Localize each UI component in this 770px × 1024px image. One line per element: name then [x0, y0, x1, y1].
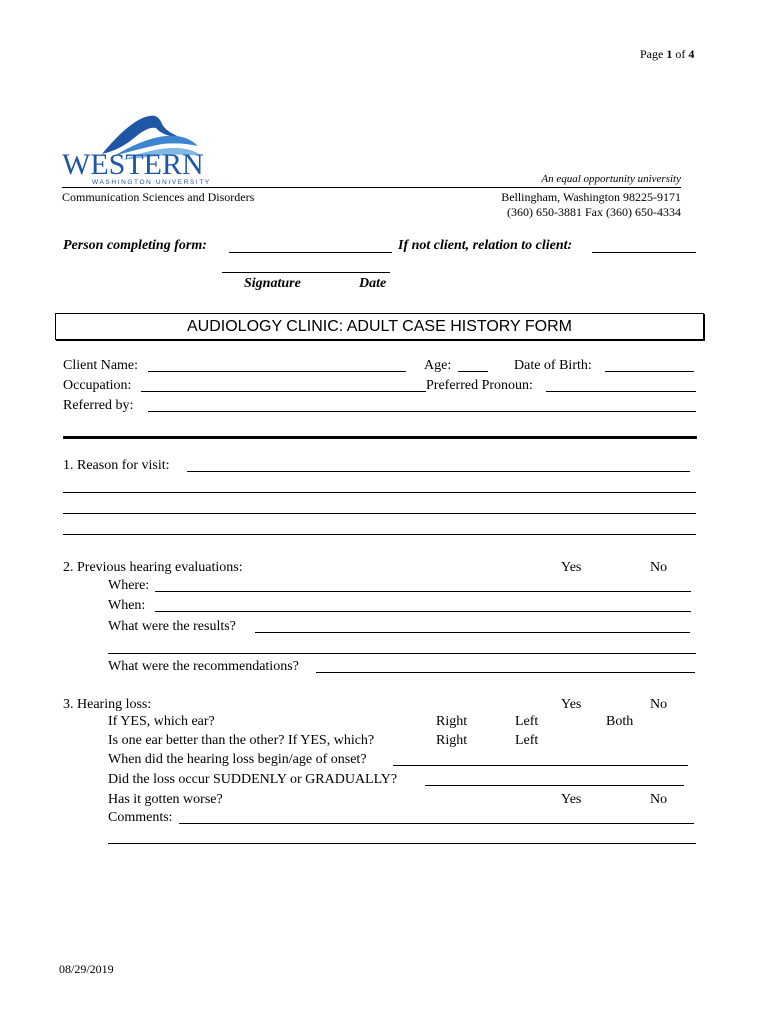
- equal-opportunity-tagline: An equal opportunity university: [541, 173, 681, 185]
- page-number: [640, 47, 694, 62]
- q2-label: 2. Previous hearing evaluations:: [63, 560, 243, 575]
- q3-worse-label: Has it gotten worse?: [108, 792, 223, 807]
- person-completing-field[interactable]: [229, 252, 392, 253]
- q3-onset-field[interactable]: [393, 765, 688, 766]
- dob-field[interactable]: [605, 371, 694, 372]
- q3-worse-no[interactable]: No: [650, 792, 668, 807]
- q2-results-line-2[interactable]: [108, 653, 696, 654]
- q2-recommendations-field[interactable]: [316, 672, 695, 673]
- form-title: AUDIOLOGY CLINIC: ADULT CASE HISTORY FORM: [187, 318, 572, 335]
- q3-comments-label: Comments:: [108, 810, 173, 825]
- q3-which-ear-left[interactable]: Left: [515, 714, 539, 729]
- referred-by-field[interactable]: [148, 411, 696, 412]
- q1-line-2[interactable]: [63, 492, 696, 493]
- q1-line-3[interactable]: [63, 513, 696, 514]
- logo-wordmark: WESTERN: [62, 148, 204, 181]
- relation-field[interactable]: [592, 252, 696, 253]
- q2-when-label: When:: [108, 598, 146, 613]
- occupation-field[interactable]: [141, 391, 426, 392]
- address-line-2: (360) 650-3881 Fax (360) 650-4334: [507, 205, 681, 219]
- q3-better-ear-left[interactable]: Left: [515, 733, 539, 748]
- q3-which-ear-label: If YES, which ear?: [108, 714, 215, 729]
- q3-yes-option[interactable]: Yes: [561, 697, 582, 712]
- q3-no-option[interactable]: No: [650, 697, 668, 712]
- department-name: Communication Sciences and Disorders: [62, 190, 255, 204]
- q3-which-ear-right[interactable]: Right: [436, 714, 468, 729]
- q3-better-ear-right[interactable]: Right: [436, 733, 468, 748]
- university-logo: [62, 112, 211, 190]
- q2-recommendations-label: What were the recommendations?: [108, 659, 299, 674]
- client-name-label: Client Name:: [63, 358, 139, 373]
- q3-onset-label: When did the hearing loss begin/age of onset?: [108, 752, 367, 767]
- signature-field[interactable]: [222, 272, 390, 273]
- q1-line-4[interactable]: [63, 534, 696, 535]
- page-of: of: [675, 47, 686, 61]
- header-rule: [62, 187, 681, 188]
- occupation-label: Occupation:: [63, 378, 132, 393]
- page-label: Page: [640, 47, 664, 61]
- date-label: Date: [359, 276, 387, 291]
- signature-label: Signature: [244, 276, 301, 291]
- q3-comments-field[interactable]: [179, 823, 694, 824]
- age-field[interactable]: [458, 371, 488, 372]
- q2-where-field[interactable]: [155, 591, 691, 592]
- q1-reason-label: 1. Reason for visit:: [63, 458, 170, 473]
- pronoun-field[interactable]: [546, 391, 696, 392]
- q1-reason-field[interactable]: [187, 471, 690, 472]
- q2-where-label: Where:: [108, 578, 150, 593]
- pronoun-label: Preferred Pronoun:: [426, 378, 533, 393]
- page-total: 4: [688, 47, 695, 61]
- logo-subtext: WASHINGTON UNIVERSITY: [92, 179, 211, 186]
- q2-no-option[interactable]: No: [650, 560, 668, 575]
- dob-label: Date of Birth:: [514, 358, 592, 373]
- form-title-box: [55, 313, 704, 340]
- q3-better-ear-label: Is one ear better than the other? If YES, which?: [108, 733, 375, 748]
- q2-results-label: What were the results?: [108, 619, 236, 634]
- q3-which-ear-both[interactable]: Both: [606, 714, 634, 729]
- q3-worse-yes[interactable]: Yes: [561, 792, 582, 807]
- q3-sudden-label: Did the loss occur SUDDENLY or GRADUALLY?: [108, 772, 398, 787]
- referred-by-label: Referred by:: [63, 398, 134, 413]
- relation-label: If not client, relation to client:: [398, 238, 573, 253]
- age-label: Age:: [424, 358, 452, 373]
- client-name-field[interactable]: [148, 371, 406, 372]
- address-line-1: Bellingham, Washington 98225-9171: [501, 190, 681, 204]
- footer-date: 08/29/2019: [59, 962, 114, 976]
- person-completing-label: Person completing form:: [63, 238, 207, 253]
- q3-comments-line-2[interactable]: [108, 843, 696, 844]
- section-divider: [63, 436, 697, 439]
- q2-when-field[interactable]: [155, 611, 691, 612]
- q2-results-field[interactable]: [255, 632, 690, 633]
- q3-sudden-field[interactable]: [425, 785, 684, 786]
- q3-label: 3. Hearing loss:: [63, 697, 152, 712]
- page-current: 1: [666, 47, 673, 61]
- q2-yes-option[interactable]: Yes: [561, 560, 582, 575]
